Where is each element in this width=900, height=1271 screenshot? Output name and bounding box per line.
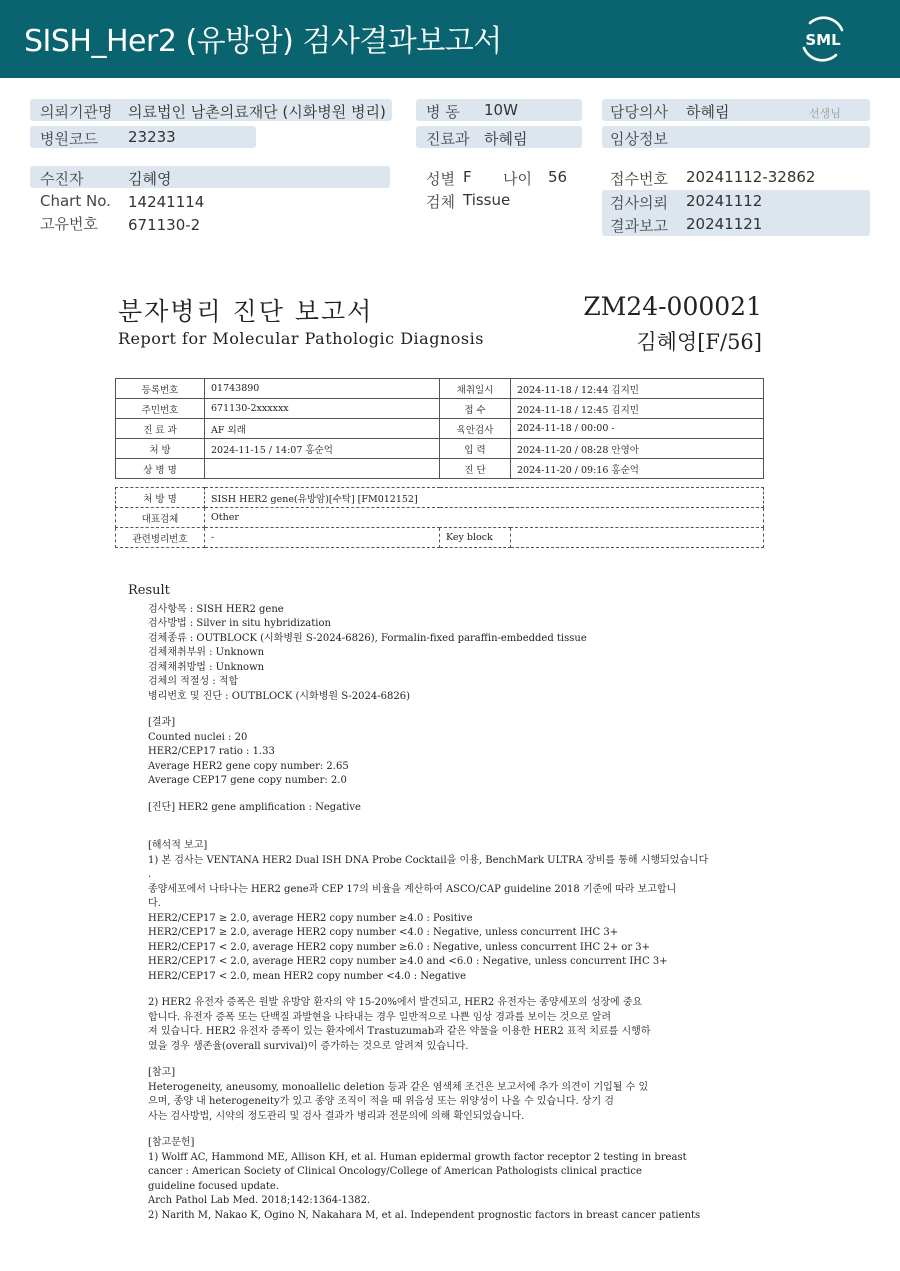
- result-items: [148, 603, 768, 705]
- uid-label: 고유번호: [40, 215, 98, 233]
- specimen-label: 검체: [426, 193, 455, 211]
- reg-key2: 입 력: [440, 439, 511, 459]
- interpretation-line: HER2/CEP17 < 2.0, mean HER2 copy number <4.0 : Negative: [148, 970, 467, 982]
- receipt-label: 접수번호: [610, 170, 668, 188]
- chart-label: Chart No.: [40, 192, 111, 210]
- institution-value: 의료법인 남촌의료재단 (시화병원 병리): [128, 103, 386, 121]
- hospital-code-label: 병원코드: [40, 130, 98, 148]
- age-value: 56: [548, 168, 568, 186]
- dept-value: 하혜림: [484, 130, 528, 148]
- reg-value: 01743890: [205, 379, 440, 399]
- interpretation-line: 1) 본 검사는 VENTANA HER2 Dual ISH DNA Probe Cocktail을 이용, BenchMark ULTRA 장비를 통해 시행되었습니다: [148, 854, 709, 866]
- table-row: [116, 379, 764, 399]
- result-item: 검체채취부위 : Unknown: [148, 647, 265, 658]
- reference-lines: [148, 1151, 768, 1224]
- interpretation-line: HER2/CEP17 < 2.0, average HER2 copy number ≥4.0 and <6.0 : Negative, unless concurrent IHC 3+: [148, 956, 668, 967]
- interpretation-line: .: [148, 869, 152, 880]
- reg-value2: 2024-11-18 / 00:00 -: [511, 419, 764, 439]
- name-pill: [30, 166, 390, 188]
- doctor-suffix: 선생님: [809, 107, 841, 120]
- result-heading: Result: [128, 583, 170, 598]
- note-line: 사는 검사방법, 시약의 정도관리 및 검사 결과가 병리과 전문의에 의해 확인되었습니다.: [148, 1110, 525, 1122]
- clinical-label: 임상정보: [610, 130, 668, 148]
- reg-value2: 2024-11-18 / 12:44 김지민: [511, 379, 764, 399]
- interpretation-line: 종양세포에서 나타나는 HER2 gene과 CEP 17의 비율을 계산하여 ASCO/CAP guideline 2018 기준에 따라 보고합니: [148, 883, 677, 895]
- reference-line: 1) Wolff AC, Hammond ME, Allison KH, et al. Human epidermal growth factor receptor 2 testing in breast: [148, 1151, 687, 1163]
- interpretation-line: 였을 경우 생존율(overall survival)이 증가하는 것으로 알려져 있습니다.: [148, 1040, 469, 1052]
- interpretation-lines: [148, 854, 768, 985]
- table-row: [116, 508, 764, 528]
- result-item: 검사항목 : SISH HER2 gene: [148, 603, 284, 615]
- result-content: [128, 603, 768, 1224]
- reg-key2: 채취일시: [440, 379, 511, 399]
- result-value-line: Average CEP17 gene copy number: 2.0: [148, 775, 347, 786]
- reg-key: 상 병 명: [116, 459, 205, 479]
- result-item: 검체채취방법 : Unknown: [148, 661, 265, 673]
- interpretation-line: 져 있습니다. HER2 유전자 증폭이 있는 환자에서 Trastuzumab과 같은 약물을 이용한 HER2 표적 치료를 시행하: [148, 1026, 651, 1037]
- note-line: 으며, 종양 내 heterogeneity가 있고 종양 조직이 적을 때 위음성 또는 위양성이 나올 수 있습니다. 상기 검: [148, 1096, 614, 1107]
- reference-line: guideline focused update.: [148, 1180, 280, 1192]
- related-label: 관련병리번호: [116, 528, 205, 548]
- result-item: 검체의 적절성 : 적합: [148, 676, 239, 687]
- keyblock-value: [511, 528, 764, 548]
- dept-label: 진료과: [426, 130, 470, 148]
- note-lines: [148, 1081, 768, 1125]
- result-section: [128, 584, 768, 1223]
- reference-line: cancer : American Society of Clinical Oncology/College of American Pathologists clinical practice: [148, 1166, 642, 1177]
- registration-table: [115, 378, 764, 479]
- report-date-label: 결과보고: [610, 217, 668, 235]
- interpretation-heading: [해석적 보고]: [148, 840, 208, 851]
- result-value-line: Average HER2 gene copy number: 2.65: [148, 760, 349, 772]
- reg-value: AF 외래: [205, 419, 440, 439]
- reg-key: 주민번호: [116, 399, 205, 419]
- interpretation-line: 2) HER2 유전자 증폭은 원발 유방암 환자의 약 15-20%에서 발견되고, HER2 유전자는 종양세포의 성장에 중요: [148, 997, 643, 1008]
- table-row: [116, 399, 764, 419]
- request-label: 검사의뢰: [610, 194, 668, 212]
- reg-key: 진 료 과: [116, 419, 205, 439]
- table-row: [116, 419, 764, 439]
- reg-value: [205, 459, 440, 479]
- doctor-value: 하혜림: [686, 103, 730, 121]
- reg-value2: 2024-11-18 / 12:45 김지민: [511, 399, 764, 419]
- sml-logo: [798, 14, 848, 64]
- specimen-value: Tissue: [463, 191, 511, 209]
- logo-text: SML: [805, 31, 841, 49]
- chart-value: 14241114: [128, 193, 205, 211]
- sex-label: 성별: [426, 170, 455, 188]
- request-value: 20241112: [686, 192, 763, 210]
- related-value: -: [205, 528, 440, 548]
- name-label: 수진자: [40, 170, 84, 188]
- result-value-line: HER2/CEP17 ratio : 1.33: [148, 746, 275, 757]
- keyblock-label: Key block: [440, 528, 511, 548]
- receipt-value: 20241112-32862: [686, 168, 816, 186]
- interpretation-line: HER2/CEP17 ≥ 2.0, average HER2 copy number ≥4.0 : Positive: [148, 912, 473, 924]
- uid-value: 671130-2: [128, 216, 201, 234]
- table-row: [116, 439, 764, 459]
- report-patient-tag: 김혜영[F/56]: [636, 330, 762, 354]
- hospital-code-value: 23233: [128, 128, 176, 146]
- rep-specimen-value: Other: [205, 508, 764, 528]
- reg-value2: 2024-11-20 / 08:28 안영아: [511, 439, 764, 459]
- rx-label: 처 방 명: [116, 488, 205, 508]
- reg-value: 671130-2xxxxxx: [205, 399, 440, 419]
- institution-label: 의뢰기관명: [40, 103, 113, 121]
- diagnosis-line: [진단] HER2 gene amplification : Negative: [148, 801, 361, 813]
- prescription-table: [115, 487, 764, 548]
- note-heading: [참고]: [148, 1067, 176, 1078]
- result-item: 검사방법 : Silver in situ hybridization: [148, 618, 331, 629]
- reg-key2: 진 단: [440, 459, 511, 479]
- rep-specimen-label: 대표검체: [116, 508, 205, 528]
- name-value: 김혜영: [128, 170, 172, 188]
- reg-value2: 2024-11-20 / 09:16 홍순억: [511, 459, 764, 479]
- reg-key: 등록번호: [116, 379, 205, 399]
- table-row: [116, 459, 764, 479]
- doctor-label: 담당의사: [610, 103, 668, 121]
- interpretation-line: 합니다. 유전자 증폭 또는 단백질 과발현을 나타내는 경우 일반적으로 나쁜 임상 경과를 보이는 것으로 알려: [148, 1011, 612, 1023]
- report-title-en: Report for Molecular Pathologic Diagnosis: [118, 329, 484, 348]
- table-row: [116, 528, 764, 548]
- result-values: [148, 731, 768, 789]
- report-date-value: 20241121: [686, 215, 763, 233]
- note-line: Heterogeneity, aneusomy, monoallelic deletion 등과 같은 염색체 조건은 보고서에 추가 의견이 기입될 수 있: [148, 1081, 649, 1093]
- report-code: ZM24-000021: [583, 292, 762, 321]
- reference-heading: [참고문헌]: [148, 1137, 195, 1148]
- interpretation-line: HER2/CEP17 < 2.0, average HER2 copy number ≥6.0 : Negative, unless concurrent IHC 2+ or 3+: [148, 941, 651, 953]
- reg-key: 처 방: [116, 439, 205, 459]
- interpretation2-lines: [148, 996, 768, 1054]
- ward-label: 병 동: [426, 103, 460, 121]
- rx-value: SISH HER2 gene(유방암)[수탁] [FM012152]: [205, 488, 764, 508]
- reg-key2: 접 수: [440, 399, 511, 419]
- report-title-ko: 분자병리 진단 보고서: [118, 297, 374, 326]
- result-subheading: [결과]: [148, 717, 176, 728]
- ward-value: 10W: [484, 101, 518, 119]
- reg-key2: 육안검사: [440, 419, 511, 439]
- report-header-bar: [0, 0, 900, 78]
- result-value-line: Counted nuclei : 20: [148, 731, 248, 743]
- result-item: 병리번호 및 진단 : OUTBLOCK (시화병원 S-2024-6826): [148, 690, 410, 702]
- result-item: 검체종류 : OUTBLOCK (시화병원 S-2024-6826), Formalin-fixed paraffin-embedded tissue: [148, 632, 587, 644]
- interpretation-line: 다.: [148, 898, 161, 909]
- interpretation-line: HER2/CEP17 ≥ 2.0, average HER2 copy number <4.0 : Negative, unless concurrent IHC 3+: [148, 927, 619, 938]
- table-row: [116, 488, 764, 508]
- reference-line: Arch Pathol Lab Med. 2018;142:1364-1382.: [148, 1195, 371, 1206]
- age-label: 나이: [503, 170, 532, 188]
- sex-value: F: [463, 168, 472, 186]
- reg-value: 2024-11-15 / 14:07 홍순억: [205, 439, 440, 459]
- reference-line: 2) Narith M, Nakao K, Ogino N, Nakahara M, et al. Independent prognostic factors in breast cancer patients: [148, 1209, 701, 1221]
- report-header-title: SISH_Her2 (유방암) 검사결과보고서: [24, 24, 502, 59]
